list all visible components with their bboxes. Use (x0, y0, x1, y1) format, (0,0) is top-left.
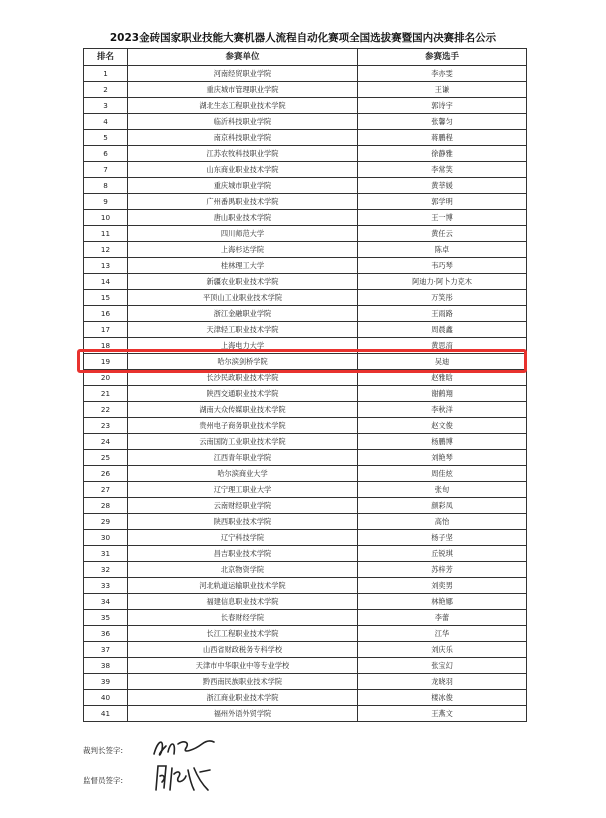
player-cell: 李蕾 (358, 610, 527, 626)
player-cell: 黄思淯 (358, 338, 527, 354)
rank-cell: 6 (84, 146, 128, 162)
rank-cell: 29 (84, 514, 128, 530)
player-cell: 王燕文 (358, 706, 527, 722)
unit-cell: 哈尔滨商业大学 (128, 466, 358, 482)
rank-cell: 38 (84, 658, 128, 674)
rank-cell: 22 (84, 402, 128, 418)
unit-cell: 浙江商业职业技术学院 (128, 690, 358, 706)
player-cell: 林艳娜 (358, 594, 527, 610)
unit-cell: 哈尔滨剑桥学院 (128, 354, 358, 370)
rank-cell: 36 (84, 626, 128, 642)
table-body (84, 66, 527, 722)
page-title: 2023金砖国家职业技能大赛机器人流程自动化赛项全国选拔赛暨国内决赛排名公示 (109, 32, 497, 44)
unit-cell: 江苏农牧科技职业学院 (128, 146, 358, 162)
table-row (84, 530, 527, 546)
table-row (84, 674, 527, 690)
unit-cell: 重庆城市管理职业学院 (128, 82, 358, 98)
unit-cell: 浙江金融职业学院 (128, 306, 358, 322)
rank-cell: 33 (84, 578, 128, 594)
player-cell: 赵文俊 (358, 418, 527, 434)
ranking-table (83, 48, 527, 722)
unit-cell: 福建信息职业技术学院 (128, 594, 358, 610)
rank-cell: 41 (84, 706, 128, 722)
player-cell: 赵雅晗 (358, 370, 527, 386)
unit-cell: 北京物资学院 (128, 562, 358, 578)
unit-cell: 辽宁科技学院 (128, 530, 358, 546)
rank-cell: 26 (84, 466, 128, 482)
referee-signature-label: 裁判长签字: (83, 746, 124, 755)
unit-cell: 桂林理工大学 (128, 258, 358, 274)
unit-cell: 唐山职业技术学院 (128, 210, 358, 226)
table-row (84, 226, 527, 242)
unit-cell: 福州外语外贸学院 (128, 706, 358, 722)
table-row (84, 242, 527, 258)
unit-cell: 辽宁理工职业大学 (128, 482, 358, 498)
rank-cell: 16 (84, 306, 128, 322)
table-row (84, 290, 527, 306)
rank-cell: 1 (84, 66, 128, 82)
supervisor-signature-label: 监督员签字: (83, 776, 124, 785)
player-cell: 杨子坚 (358, 530, 527, 546)
table-row (84, 354, 527, 370)
table-row (84, 434, 527, 450)
unit-cell: 湖南大众传媒职业技术学院 (128, 402, 358, 418)
unit-cell: 山东商业职业技术学院 (128, 162, 358, 178)
player-cell: 王谦 (358, 82, 527, 98)
table-row (84, 146, 527, 162)
player-cell: 李常笑 (358, 162, 527, 178)
player-cell: 郭学明 (358, 194, 527, 210)
table-row (84, 370, 527, 386)
unit-cell: 河北轨道运输职业技术学院 (128, 578, 358, 594)
table-row (84, 386, 527, 402)
rank-cell: 11 (84, 226, 128, 242)
supervisor-signature-image (150, 760, 220, 796)
player-cell: 王一博 (358, 210, 527, 226)
unit-cell: 长江工程职业技术学院 (128, 626, 358, 642)
unit-cell: 陕西交通职业技术学院 (128, 386, 358, 402)
unit-cell: 长沙民政职业技术学院 (128, 370, 358, 386)
table-row (84, 258, 527, 274)
table-row (84, 114, 527, 130)
player-cell: 谢鹤翔 (358, 386, 527, 402)
table-row (84, 514, 527, 530)
player-cell: 张宝幻 (358, 658, 527, 674)
rank-cell: 4 (84, 114, 128, 130)
table-row (84, 338, 527, 354)
player-cell: 楼冰俊 (358, 690, 527, 706)
table-row (84, 642, 527, 658)
header-player: 参赛选手 (358, 49, 527, 66)
player-cell: 周晨鑫 (358, 322, 527, 338)
table-row (84, 162, 527, 178)
player-cell: 刘庆乐 (358, 642, 527, 658)
rank-cell: 17 (84, 322, 128, 338)
rank-cell: 32 (84, 562, 128, 578)
table-row (84, 178, 527, 194)
rank-cell: 8 (84, 178, 128, 194)
rank-cell: 37 (84, 642, 128, 658)
rank-cell: 21 (84, 386, 128, 402)
table-row (84, 466, 527, 482)
table-row (84, 402, 527, 418)
rank-cell: 5 (84, 130, 128, 146)
rank-cell: 25 (84, 450, 128, 466)
table-row (84, 130, 527, 146)
rank-cell: 13 (84, 258, 128, 274)
table-row (84, 66, 527, 82)
unit-cell: 云南财经职业学院 (128, 498, 358, 514)
rank-cell: 20 (84, 370, 128, 386)
unit-cell: 湖北生态工程职业技术学院 (128, 98, 358, 114)
unit-cell: 黔西南民族职业技术学院 (128, 674, 358, 690)
unit-cell: 新疆农业职业技术学院 (128, 274, 358, 290)
rank-cell: 19 (84, 354, 128, 370)
unit-cell: 昌吉职业技术学院 (128, 546, 358, 562)
player-cell: 苏梓芳 (358, 562, 527, 578)
unit-cell: 山西省财政税务专科学校 (128, 642, 358, 658)
table-row (84, 98, 527, 114)
rank-cell: 7 (84, 162, 128, 178)
table-row (84, 482, 527, 498)
unit-cell: 上海电力大学 (128, 338, 358, 354)
table-row (84, 450, 527, 466)
player-cell: 张旬 (358, 482, 527, 498)
rank-cell: 30 (84, 530, 128, 546)
table-row (84, 82, 527, 98)
header-rank: 排名 (84, 49, 128, 66)
unit-cell: 陕西职业技术学院 (128, 514, 358, 530)
unit-cell: 上海杉达学院 (128, 242, 358, 258)
unit-cell: 天津市中华职业中等专业学校 (128, 658, 358, 674)
rank-cell: 14 (84, 274, 128, 290)
player-cell: 颜彩凤 (358, 498, 527, 514)
rank-cell: 39 (84, 674, 128, 690)
table-row (84, 706, 527, 722)
rank-cell: 27 (84, 482, 128, 498)
table-header-row (84, 49, 527, 66)
player-cell: 黄莘媛 (358, 178, 527, 194)
rank-cell: 28 (84, 498, 128, 514)
rank-cell: 12 (84, 242, 128, 258)
table-row (84, 658, 527, 674)
unit-cell: 贵州电子商务职业技术学院 (128, 418, 358, 434)
player-cell: 杨鹏博 (358, 434, 527, 450)
table-row (84, 274, 527, 290)
table-row (84, 594, 527, 610)
player-cell: 黄任云 (358, 226, 527, 242)
rank-cell: 10 (84, 210, 128, 226)
player-cell: 龙晓羽 (358, 674, 527, 690)
rank-cell: 9 (84, 194, 128, 210)
table-row (84, 626, 527, 642)
player-cell: 徐静雅 (358, 146, 527, 162)
unit-cell: 天津轻工职业技术学院 (128, 322, 358, 338)
header-unit: 参赛单位 (128, 49, 358, 66)
table-row (84, 418, 527, 434)
table-row (84, 562, 527, 578)
unit-cell: 云南国防工业职业技术学院 (128, 434, 358, 450)
unit-cell: 长春财经学院 (128, 610, 358, 626)
rank-cell: 40 (84, 690, 128, 706)
table-row (84, 210, 527, 226)
player-cell: 王雨路 (358, 306, 527, 322)
unit-cell: 广州番禺职业技术学院 (128, 194, 358, 210)
player-cell: 陈卓 (358, 242, 527, 258)
rank-cell: 3 (84, 98, 128, 114)
rank-cell: 15 (84, 290, 128, 306)
unit-cell: 临沂科技职业学院 (128, 114, 358, 130)
player-cell: 李秋洋 (358, 402, 527, 418)
player-cell: 刘奕男 (358, 578, 527, 594)
player-cell: 吴迪 (358, 354, 527, 370)
player-cell: 江华 (358, 626, 527, 642)
rank-cell: 31 (84, 546, 128, 562)
unit-cell: 平顶山工业职业技术学院 (128, 290, 358, 306)
player-cell: 郭诗宇 (358, 98, 527, 114)
table-row (84, 578, 527, 594)
table-row (84, 690, 527, 706)
table-row (84, 610, 527, 626)
player-cell: 周佳炫 (358, 466, 527, 482)
unit-cell: 河南经贸职业学院 (128, 66, 358, 82)
player-cell: 阿迪力·阿卜力克木 (358, 274, 527, 290)
player-cell: 韦巧琴 (358, 258, 527, 274)
player-cell: 高怡 (358, 514, 527, 530)
table-row (84, 322, 527, 338)
table-row (84, 546, 527, 562)
unit-cell: 四川师范大学 (128, 226, 358, 242)
rank-cell: 18 (84, 338, 128, 354)
player-cell: 蒋鹏程 (358, 130, 527, 146)
rank-cell: 24 (84, 434, 128, 450)
table-row (84, 498, 527, 514)
player-cell: 丘锐琪 (358, 546, 527, 562)
player-cell: 刘艳琴 (358, 450, 527, 466)
rank-cell: 23 (84, 418, 128, 434)
rank-cell: 34 (84, 594, 128, 610)
player-cell: 张馨匀 (358, 114, 527, 130)
unit-cell: 南京科技职业学院 (128, 130, 358, 146)
player-cell: 万笑彤 (358, 290, 527, 306)
unit-cell: 江西青年职业学院 (128, 450, 358, 466)
rank-cell: 35 (84, 610, 128, 626)
unit-cell: 重庆城市职业学院 (128, 178, 358, 194)
player-cell: 李亦雯 (358, 66, 527, 82)
table-row (84, 194, 527, 210)
rank-cell: 2 (84, 82, 128, 98)
table-row (84, 306, 527, 322)
